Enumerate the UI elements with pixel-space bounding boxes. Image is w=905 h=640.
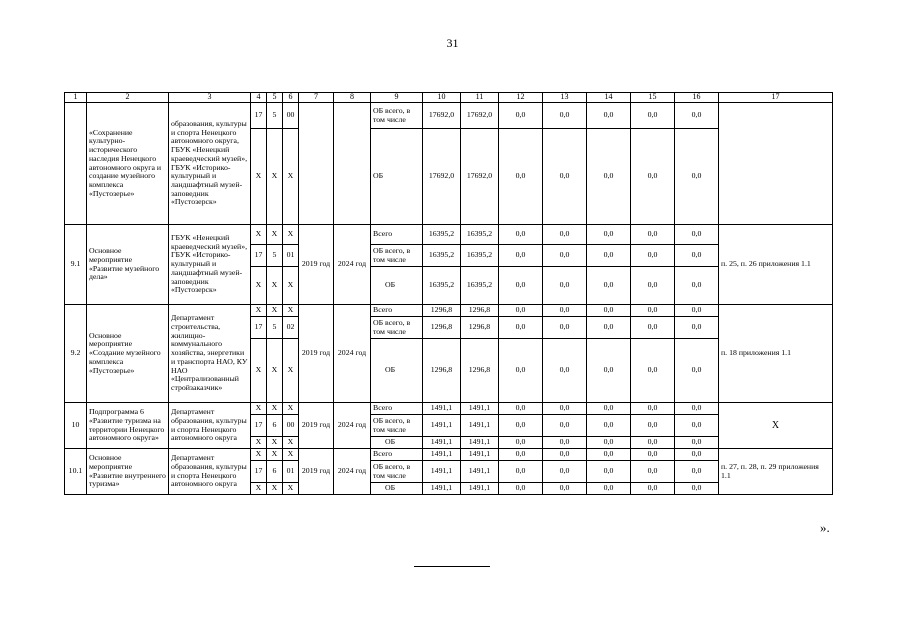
value-cell: 0,0	[675, 403, 719, 415]
row-number-cell: 9.1	[65, 225, 87, 305]
header-cell: 14	[587, 93, 631, 103]
code-cell: Х	[283, 403, 299, 415]
page-number: 31	[446, 36, 459, 50]
value-cell: 0,0	[631, 317, 675, 339]
value-cell: 0,0	[543, 267, 587, 305]
value-cell: 0,0	[675, 339, 719, 403]
value-cell: 0,0	[587, 225, 631, 245]
end-year-cell: 2024 год	[334, 305, 371, 403]
value-cell: 0,0	[631, 245, 675, 267]
code-cell: Х	[283, 129, 299, 225]
value-cell: 16395,2	[423, 245, 461, 267]
value-cell: 0,0	[499, 317, 543, 339]
funding-source-cell: Всего	[371, 449, 423, 461]
value-cell: 0,0	[499, 415, 543, 437]
note-cell: п. 27, п. 28, п. 29 приложения 1.1	[719, 449, 833, 495]
code-cell: 01	[283, 245, 299, 267]
header-cell: 10	[423, 93, 461, 103]
value-cell: 1491,1	[423, 403, 461, 415]
code-cell: 17	[251, 415, 267, 437]
value-cell: 0,0	[675, 225, 719, 245]
value-cell: 0,0	[499, 339, 543, 403]
code-cell: 17	[251, 103, 267, 129]
value-cell: 0,0	[631, 415, 675, 437]
value-cell: 0,0	[543, 245, 587, 267]
note-cell: п. 18 приложения 1.1	[719, 305, 833, 403]
value-cell: 0,0	[543, 449, 587, 461]
value-cell: 0,0	[675, 317, 719, 339]
value-cell: 1491,1	[461, 461, 499, 483]
value-cell: 1296,8	[461, 317, 499, 339]
value-cell: 0,0	[675, 415, 719, 437]
code-cell: Х	[267, 437, 283, 449]
value-cell: 0,0	[631, 483, 675, 495]
code-cell: Х	[251, 437, 267, 449]
code-cell: Х	[283, 437, 299, 449]
header-cell: 13	[543, 93, 587, 103]
code-cell: Х	[283, 449, 299, 461]
value-cell: 0,0	[587, 415, 631, 437]
code-cell: 02	[283, 317, 299, 339]
closing-quote-mark: ».	[820, 520, 830, 535]
value-cell: 16395,2	[461, 267, 499, 305]
funding-source-cell: Всего	[371, 305, 423, 317]
value-cell: 1491,1	[423, 461, 461, 483]
start-year-cell: 2019 год	[299, 449, 334, 495]
code-cell: Х	[251, 305, 267, 317]
start-year-cell: 2019 год	[299, 403, 334, 449]
value-cell: 0,0	[675, 483, 719, 495]
value-cell: 0,0	[675, 245, 719, 267]
value-cell: 1296,8	[461, 305, 499, 317]
value-cell: 0,0	[587, 103, 631, 129]
code-cell: Х	[283, 225, 299, 245]
code-cell: Х	[251, 403, 267, 415]
code-cell: 00	[283, 415, 299, 437]
executor-cell: ГБУК «Ненецкий краеведческий музей», ГБУК «Историко-культурный и ландшафтный музей-заповедник «Пустозерск»	[169, 225, 251, 305]
funding-source-cell: ОБ всего, в том числе	[371, 461, 423, 483]
code-cell: 17	[251, 317, 267, 339]
header-cell: 17	[719, 93, 833, 103]
code-cell: Х	[251, 449, 267, 461]
value-cell: 0,0	[587, 437, 631, 449]
funding-source-cell: ОБ всего, в том числе	[371, 103, 423, 129]
value-cell: 0,0	[587, 317, 631, 339]
executor-cell: Департамент строительства, жилищно-коммунального хозяйства, энергетики и транспорта НАО, КУ НАО «Централизованный стройзаказчик»	[169, 305, 251, 403]
end-year-cell	[334, 103, 371, 225]
value-cell: 0,0	[499, 437, 543, 449]
event-name-cell: Подпрограмма 6 «Развитие туризма на территории Ненецкого автономного округа»	[87, 403, 169, 449]
value-cell: 0,0	[675, 267, 719, 305]
value-cell: 0,0	[631, 403, 675, 415]
value-cell: 0,0	[587, 245, 631, 267]
value-cell: 0,0	[587, 403, 631, 415]
event-name-cell: Основное мероприятие «Развитие внутреннего туризма»	[87, 449, 169, 495]
value-cell: 1491,1	[461, 437, 499, 449]
value-cell: 0,0	[543, 461, 587, 483]
code-cell: Х	[251, 225, 267, 245]
header-cell: 16	[675, 93, 719, 103]
code-cell: 5	[267, 103, 283, 129]
value-cell: 0,0	[499, 449, 543, 461]
header-cell: 5	[267, 93, 283, 103]
value-cell: 0,0	[631, 437, 675, 449]
start-year-cell: 2019 год	[299, 225, 334, 305]
value-cell: 0,0	[499, 305, 543, 317]
executor-cell: Департамент образования, культуры и спорта Ненецкого автономного округа	[169, 403, 251, 449]
value-cell: 0,0	[543, 129, 587, 225]
code-cell: 5	[267, 317, 283, 339]
code-cell: Х	[283, 305, 299, 317]
value-cell: 0,0	[675, 449, 719, 461]
start-year-cell: 2019 год	[299, 305, 334, 403]
header-cell: 9	[371, 93, 423, 103]
code-cell: 5	[267, 245, 283, 267]
header-cell: 8	[334, 93, 371, 103]
value-cell: 0,0	[543, 225, 587, 245]
header-cell: 2	[87, 93, 169, 103]
funding-source-cell: Всего	[371, 403, 423, 415]
code-cell: Х	[283, 267, 299, 305]
value-cell: 1491,1	[461, 449, 499, 461]
value-cell: 0,0	[631, 339, 675, 403]
value-cell: 0,0	[543, 437, 587, 449]
value-cell: 16395,2	[461, 225, 499, 245]
value-cell: 16395,2	[461, 245, 499, 267]
code-cell: 17	[251, 461, 267, 483]
value-cell: 0,0	[587, 129, 631, 225]
value-cell: 1296,8	[461, 339, 499, 403]
code-cell: 17	[251, 245, 267, 267]
event-name-cell: Основное мероприятие «Создание музейного комплекса «Пустозерье»	[87, 305, 169, 403]
code-cell: Х	[267, 225, 283, 245]
code-cell: Х	[267, 305, 283, 317]
code-cell: Х	[267, 129, 283, 225]
table-row	[65, 403, 833, 415]
value-cell: 0,0	[499, 245, 543, 267]
value-cell: 0,0	[587, 267, 631, 305]
value-cell: 0,0	[499, 267, 543, 305]
value-cell: 0,0	[587, 483, 631, 495]
value-cell: 0,0	[499, 483, 543, 495]
note-cell: Х	[719, 403, 833, 449]
value-cell: 1296,8	[423, 317, 461, 339]
value-cell: 0,0	[543, 415, 587, 437]
header-cell: 12	[499, 93, 543, 103]
value-cell: 17692,0	[423, 129, 461, 225]
value-cell: 0,0	[631, 449, 675, 461]
value-cell: 0,0	[675, 437, 719, 449]
value-cell: 0,0	[587, 339, 631, 403]
program-table	[64, 92, 833, 495]
value-cell: 17692,0	[461, 129, 499, 225]
note-cell	[719, 103, 833, 225]
code-cell: Х	[251, 267, 267, 305]
code-cell: Х	[251, 129, 267, 225]
funding-source-cell: Всего	[371, 225, 423, 245]
code-cell: Х	[283, 339, 299, 403]
value-cell: 1296,8	[423, 339, 461, 403]
value-cell: 16395,2	[423, 225, 461, 245]
funding-source-cell: ОБ всего, в том числе	[371, 415, 423, 437]
value-cell: 17692,0	[423, 103, 461, 129]
funding-source-cell: ОБ	[371, 437, 423, 449]
event-name-cell: Основное мероприятие «Развитие музейного дела»	[87, 225, 169, 305]
value-cell: 0,0	[587, 305, 631, 317]
value-cell: 1491,1	[461, 403, 499, 415]
value-cell: 0,0	[499, 403, 543, 415]
value-cell: 0,0	[543, 339, 587, 403]
value-cell: 0,0	[499, 461, 543, 483]
header-cell: 1	[65, 93, 87, 103]
row-number-cell: 10.1	[65, 449, 87, 495]
header-cell: 7	[299, 93, 334, 103]
header-cell: 11	[461, 93, 499, 103]
value-cell: 1491,1	[423, 415, 461, 437]
value-cell: 0,0	[543, 305, 587, 317]
code-cell: 01	[283, 461, 299, 483]
code-cell: 6	[267, 415, 283, 437]
funding-source-cell: ОБ всего, в том числе	[371, 245, 423, 267]
value-cell: 1491,1	[423, 483, 461, 495]
value-cell: 1491,1	[461, 483, 499, 495]
header-cell: 15	[631, 93, 675, 103]
header-row	[65, 93, 833, 103]
code-cell: Х	[267, 483, 283, 495]
end-year-cell: 2024 год	[334, 225, 371, 305]
code-cell: Х	[267, 267, 283, 305]
value-cell: 1491,1	[423, 437, 461, 449]
value-cell: 0,0	[675, 461, 719, 483]
executor-cell: образования, культуры и спорта Ненецкого автономного округа, ГБУК «Ненецкий краеведческий музей», ГБУК «Историко-культурный и ландшафтный музей-заповедник «Пустозерск»	[169, 103, 251, 225]
value-cell: 0,0	[543, 403, 587, 415]
value-cell: 0,0	[543, 103, 587, 129]
row-number-cell: 10	[65, 403, 87, 449]
note-cell: п. 25, п. 26 приложения 1.1	[719, 225, 833, 305]
value-cell: 0,0	[631, 305, 675, 317]
value-cell: 0,0	[631, 103, 675, 129]
funding-source-cell: ОБ	[371, 267, 423, 305]
event-name-cell: «Сохранение культурно-исторического наследия Ненецкого автономного округа и создание музейного комплекса «Пустозерье»	[87, 103, 169, 225]
value-cell: 0,0	[587, 461, 631, 483]
value-cell: 0,0	[543, 317, 587, 339]
value-cell: 17692,0	[461, 103, 499, 129]
start-year-cell	[299, 103, 334, 225]
funding-source-cell: ОБ	[371, 339, 423, 403]
value-cell: 0,0	[499, 103, 543, 129]
executor-cell: Департамент образования, культуры и спорта Ненецкого автономного округа	[169, 449, 251, 495]
value-cell: 0,0	[631, 461, 675, 483]
end-year-cell: 2024 год	[334, 449, 371, 495]
table-row	[65, 305, 833, 317]
code-cell: Х	[251, 483, 267, 495]
value-cell: 1296,8	[423, 305, 461, 317]
value-cell: 0,0	[675, 305, 719, 317]
code-cell: Х	[267, 449, 283, 461]
value-cell: 1491,1	[423, 449, 461, 461]
value-cell: 0,0	[499, 129, 543, 225]
value-cell: 0,0	[499, 225, 543, 245]
value-cell: 0,0	[587, 449, 631, 461]
code-cell: Х	[267, 339, 283, 403]
funding-source-cell: ОБ всего, в том числе	[371, 317, 423, 339]
value-cell: 0,0	[675, 129, 719, 225]
header-cell: 4	[251, 93, 267, 103]
funding-source-cell: ОБ	[371, 129, 423, 225]
value-cell: 16395,2	[423, 267, 461, 305]
value-cell: 0,0	[543, 483, 587, 495]
value-cell: 0,0	[631, 267, 675, 305]
row-number-cell: 9.2	[65, 305, 87, 403]
code-cell: 6	[267, 461, 283, 483]
table-row	[65, 449, 833, 461]
code-cell: Х	[267, 403, 283, 415]
code-cell: Х	[251, 339, 267, 403]
funding-source-cell: ОБ	[371, 483, 423, 495]
value-cell: 0,0	[675, 103, 719, 129]
end-year-cell: 2024 год	[334, 403, 371, 449]
header-cell: 3	[169, 93, 251, 103]
code-cell: Х	[283, 483, 299, 495]
value-cell: 1491,1	[461, 415, 499, 437]
header-cell: 6	[283, 93, 299, 103]
value-cell: 0,0	[631, 129, 675, 225]
table-row	[65, 225, 833, 245]
row-number-cell	[65, 103, 87, 225]
value-cell: 0,0	[631, 225, 675, 245]
footer-divider	[414, 566, 490, 567]
code-cell: 00	[283, 103, 299, 129]
table-row	[65, 103, 833, 129]
